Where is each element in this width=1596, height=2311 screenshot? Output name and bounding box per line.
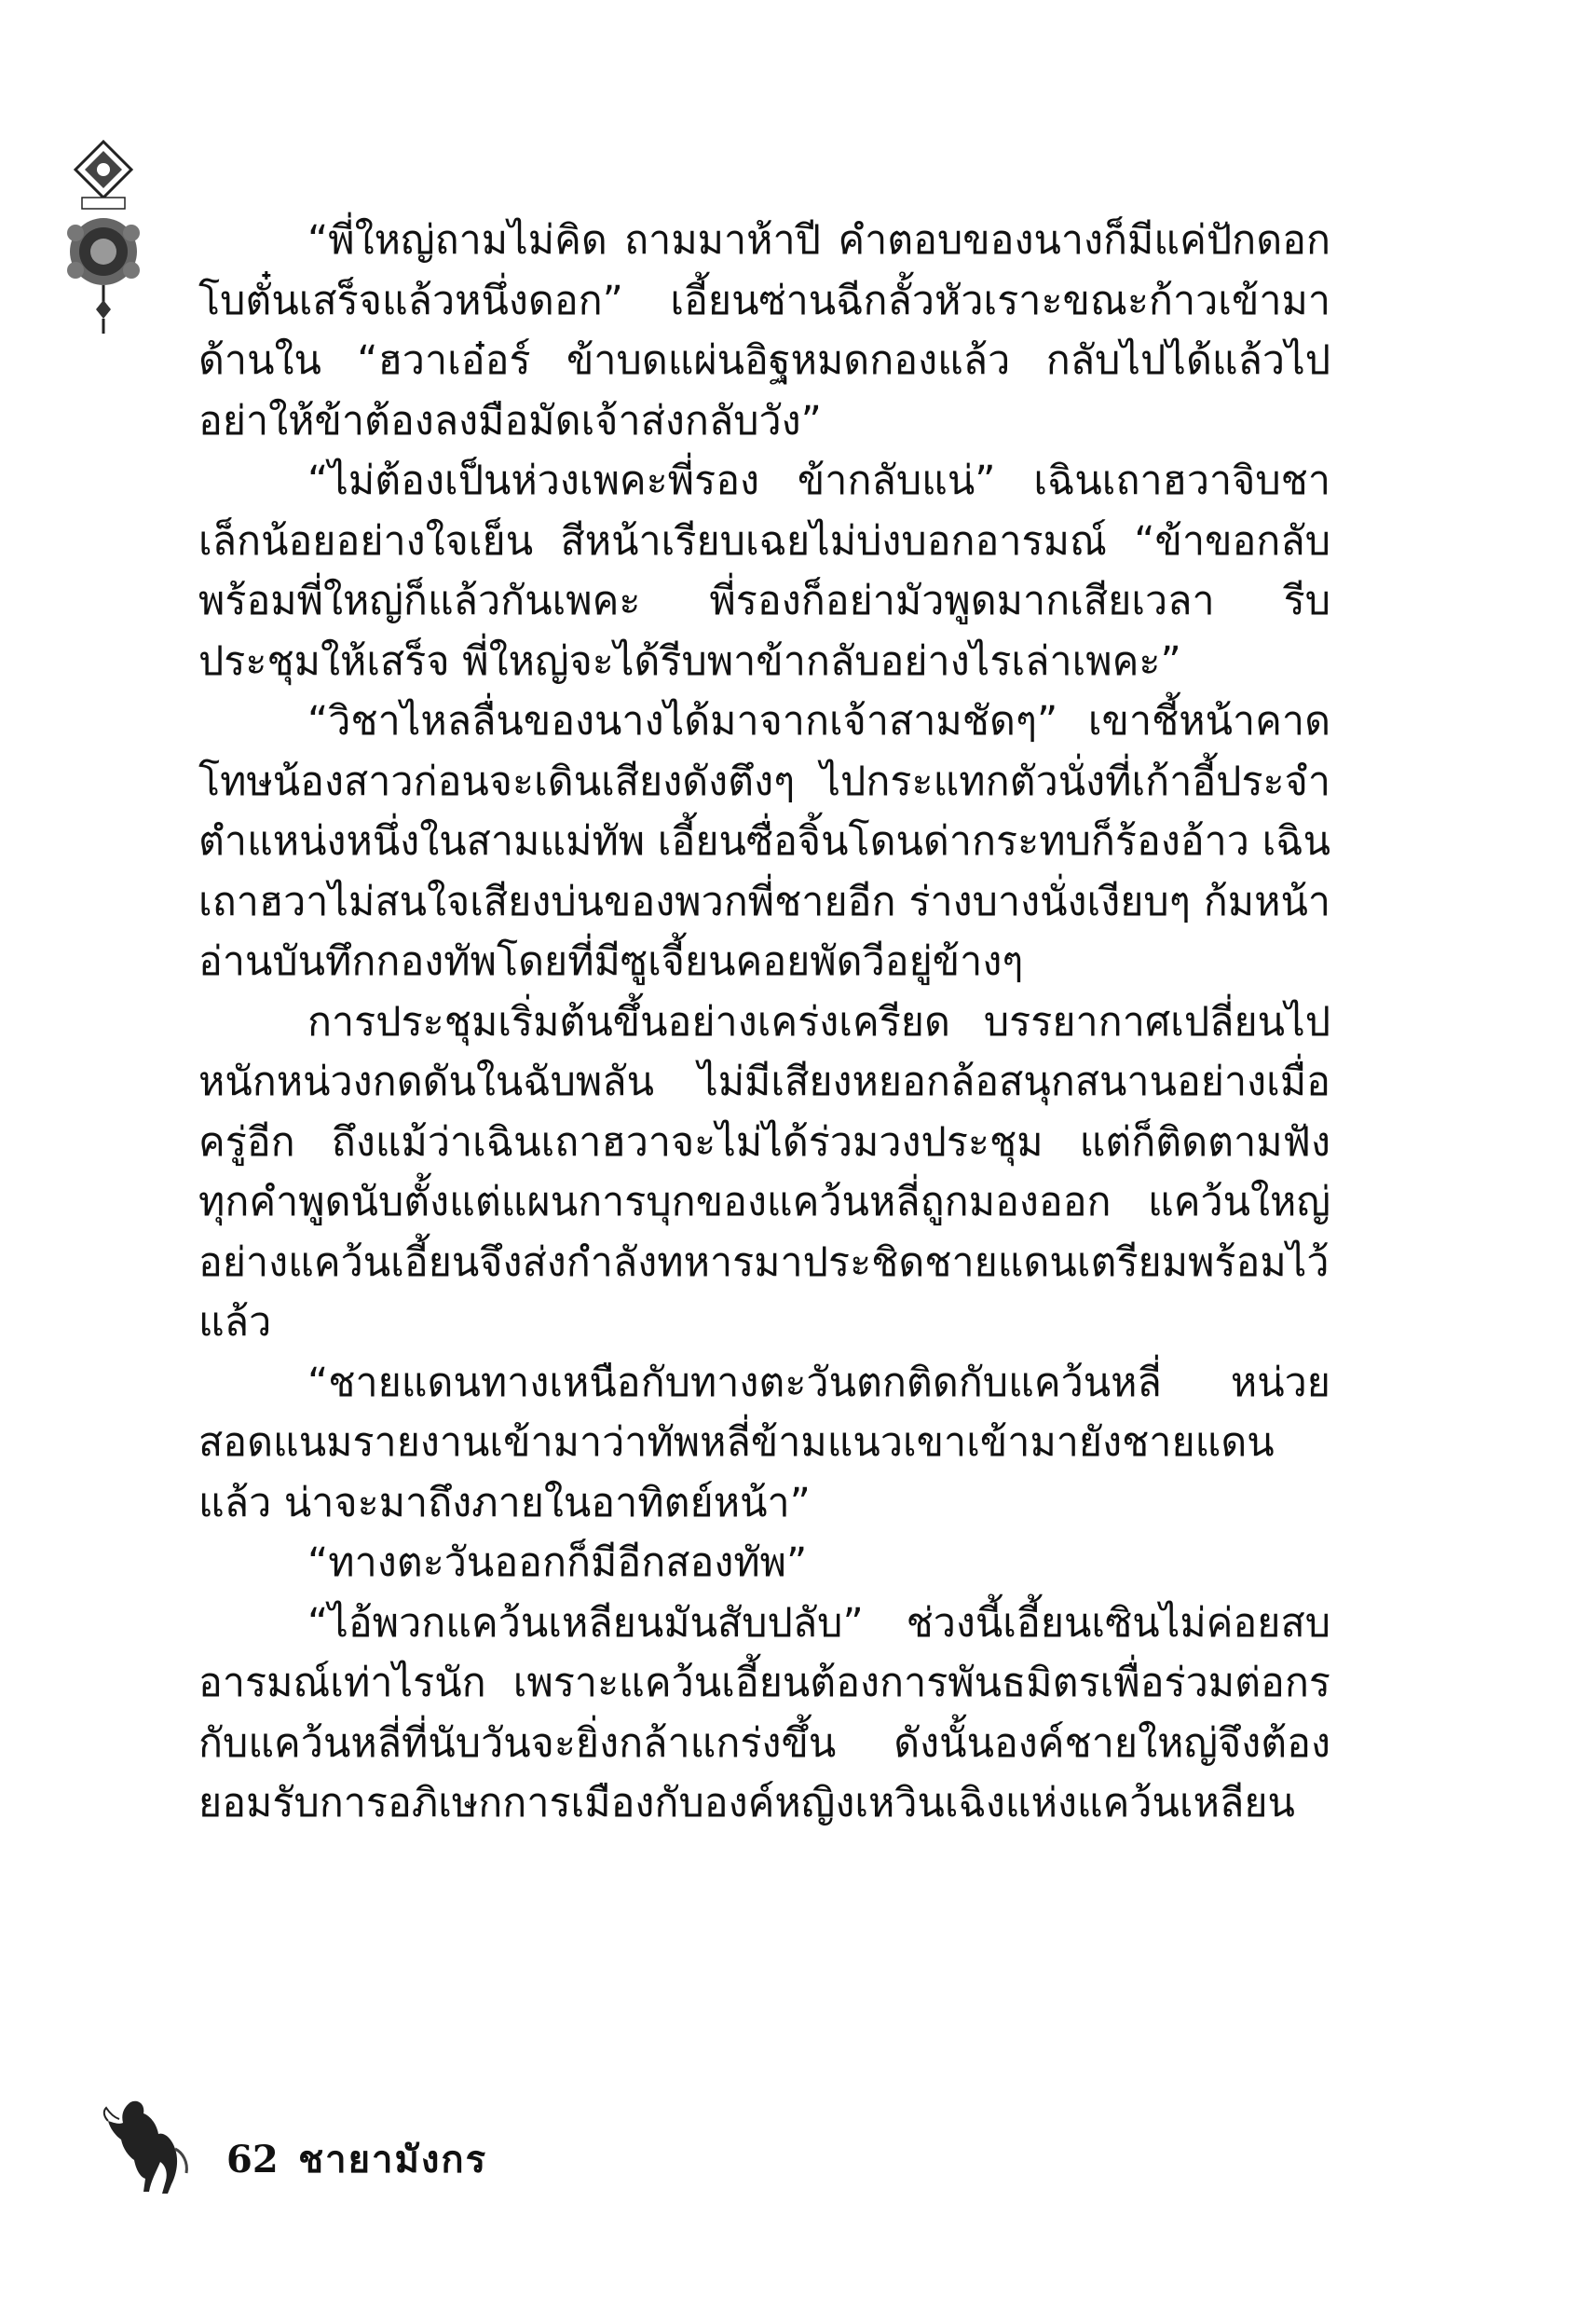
paragraph: การประชุมเริ่มต้นขึ้นอย่างเคร่งเครียด บรรยากาศเปลี่ยนไปหนักหน่วงกดดันในฉับพลัน ไม่มีเสียงหยอกล้อสนุกสนานอย่างเมื่อครู่อีก ถึงแม้ว่าเฉินเถาฮวาจะไม่ได้ร่วมวงประชุม แต่ก็ติดตามฟังทุกคำพูดนับตั้งแต่แผนการบุกของแคว้นหลี่ถูกมองออก แคว้นใหญ่อย่างแคว้นเอี้ยนจึงส่งกำลังทหารมาประชิดชายแดนเตรียมพร้อมไว้แล้ว (198, 998, 1330, 1346)
paragraph: “พี่ใหญ่ถามไม่คิด ถามมาห้าปี คำตอบของนางก็มีแค่ปักดอกโบตั๋นเสร็จแล้วหนึ่งดอก” เอี้ยนซ่านฉีกลั้วหัวเราะขณะก้าวเข้ามาด้านใน “ฮวาเอ๋อร์ ข้าบดแผ่นอิฐหมดกองแล้ว กลับไปได้แล้วไป อย่าให้ข้าต้องลงมือมัดเจ้าส่งกลับวัง” (198, 217, 1330, 444)
ornamental-emblem-icon (61, 140, 145, 335)
paragraph: “ไอ้พวกแคว้นเหลียนมันสับปลับ” ช่วงนี้เอี้ยนเซินไม่ค่อยสบอารมณ์เท่าไรนัก เพราะแคว้นเอี้ยนต้องการพันธมิตรเพื่อร่วมต่อกรกับแคว้นหลี่ที่นับวันจะยิ่งกล้าแกร่งขึ้น ดังนั้นองค์ชายใหญ่จึงต้องยอมรับการอภิเษกการเมืองกับองค์หญิงเหวินเฉิงแห่งแคว้นเหลียน (198, 1599, 1330, 1826)
horse-icon (102, 2095, 191, 2197)
paragraph: “ทางตะวันออกก็มีอีกสองทัพ” (307, 1539, 808, 1586)
page-footer (102, 2095, 550, 2197)
book-title: ชายามังกร (298, 2138, 488, 2181)
body-text (198, 211, 1330, 1834)
paragraph: “ชายแดนทางเหนือกับทางตะวันตกติดกับแคว้นหลี่ หน่วยสอดแนมรายงานเข้ามาว่าทัพหลี่ข้ามแนวเขาเข้ามายังชายแดนแล้ว น่าจะมาถึงภายในอาทิตย์หน้า” (198, 1359, 1330, 1526)
paragraph: “ไม่ต้องเป็นห่วงเพคะพี่รอง ข้ากลับแน่” เฉินเถาฮวาจิบชาเล็กน้อยอย่างใจเย็น สีหน้าเรียบเฉยไม่บ่งบอกอารมณ์ “ข้าขอกลับพร้อมพี่ใหญ่ก็แล้วกันเพคะ พี่รองก็อย่ามัวพูดมากเสียเวลา รีบประชุมให้เสร็จ พี่ใหญ่จะได้รีบพาข้ากลับอย่างไรเล่าเพคะ” (198, 458, 1330, 685)
page-number: 62 (226, 2138, 279, 2181)
paragraph: “วิชาไหลลื่นของนางได้มาจากเจ้าสามชัดๆ” เขาชี้หน้าคาดโทษน้องสาวก่อนจะเดินเสียงดังตึงๆ ไปกระแทกตัวนั่งที่เก้าอี้ประจำตำแหน่งหนึ่งในสามแม่ทัพ เอี้ยนซื่อจิ้นโดนด่ากระทบก็ร้องอ้าว เฉินเถาฮวาไม่สนใจเสียงบ่นของพวกพี่ชายอีก ร่างบางนั่งเงียบๆ ก้มหน้าอ่านบันทึกกองทัพโดยที่มีซูเจี้ยนคอยพัดวีอยู่ข้างๆ (198, 698, 1330, 985)
